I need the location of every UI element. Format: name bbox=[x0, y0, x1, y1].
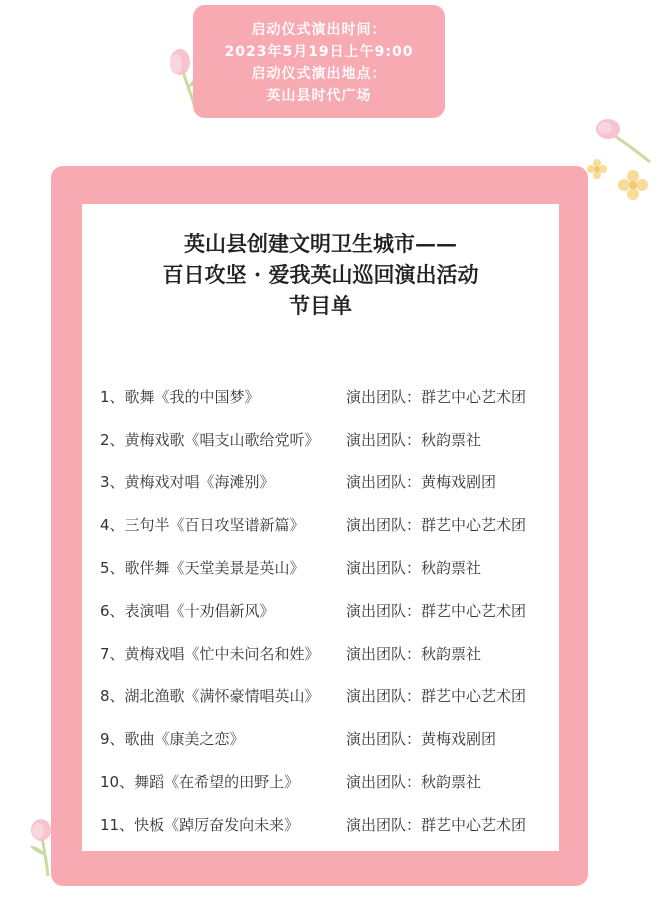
event-place-label: 启动仪式演出地点： bbox=[251, 66, 387, 82]
title-line-1: 英山县创建文明卫生城市—— bbox=[184, 231, 457, 256]
program-piece: 8、湖北渔歌《满怀豪情唱英山》 bbox=[100, 687, 320, 706]
event-time-value: 2023年5月19日上午9:00 bbox=[224, 44, 414, 60]
program-item bbox=[100, 803, 550, 846]
program-item bbox=[100, 717, 550, 760]
program-troupe: 演出团队：黄梅戏剧团 bbox=[346, 730, 497, 749]
program-item bbox=[100, 675, 550, 718]
program-title bbox=[82, 228, 559, 321]
program-troupe: 演出团队：秋韵票社 bbox=[346, 430, 482, 449]
program-item bbox=[100, 546, 550, 589]
program-piece: 2、黄梅戏歌《唱支山歌给党听》 bbox=[100, 430, 320, 449]
program-piece: 5、歌伴舞《天堂美景是英山》 bbox=[100, 559, 305, 578]
program-troupe: 演出团队：秋韵票社 bbox=[346, 559, 482, 578]
program-item bbox=[100, 632, 550, 675]
program-piece: 11、快板《踔厉奋发向未来》 bbox=[100, 815, 300, 834]
program-item bbox=[100, 375, 550, 418]
title-line-3: 节目单 bbox=[289, 293, 352, 318]
daisy-flower-icon bbox=[618, 170, 648, 200]
program-troupe: 演出团队：群艺中心艺术团 bbox=[346, 387, 527, 406]
program-troupe: 演出团队：群艺中心艺术团 bbox=[346, 601, 527, 620]
program-piece: 9、歌曲《康美之恋》 bbox=[100, 730, 245, 749]
program-troupe: 演出团队：秋韵票社 bbox=[346, 773, 482, 792]
program-item bbox=[100, 418, 550, 461]
program-item bbox=[100, 589, 550, 632]
program-piece: 6、表演唱《十劝倡新风》 bbox=[100, 601, 275, 620]
daisy-flower-icon bbox=[586, 158, 608, 180]
program-item bbox=[100, 760, 550, 803]
program-piece: 1、歌舞《我的中国梦》 bbox=[100, 387, 260, 406]
program-troupe: 演出团队：黄梅戏剧团 bbox=[346, 473, 497, 492]
program-piece: 4、三句半《百日攻坚谱新篇》 bbox=[100, 516, 305, 535]
program-piece: 3、黄梅戏对唱《海滩别》 bbox=[100, 473, 275, 492]
program-troupe: 演出团队：群艺中心艺术团 bbox=[346, 815, 527, 834]
program-troupe: 演出团队：群艺中心艺术团 bbox=[346, 516, 527, 535]
event-time-label: 启动仪式演出时间： bbox=[251, 22, 387, 38]
program-piece: 10、舞蹈《在希望的田野上》 bbox=[100, 773, 300, 792]
event-place-value: 英山县时代广场 bbox=[266, 88, 372, 104]
program-piece: 7、黄梅戏唱《忙中未问名和姓》 bbox=[100, 644, 320, 663]
program-list bbox=[100, 375, 550, 846]
program-item bbox=[100, 503, 550, 546]
event-info-banner bbox=[193, 5, 445, 118]
program-item bbox=[100, 461, 550, 504]
program-troupe: 演出团队：秋韵票社 bbox=[346, 644, 482, 663]
title-line-2: 百日攻坚 · 爱我英山巡回演出活动 bbox=[162, 262, 479, 287]
program-troupe: 演出团队：群艺中心艺术团 bbox=[346, 687, 527, 706]
